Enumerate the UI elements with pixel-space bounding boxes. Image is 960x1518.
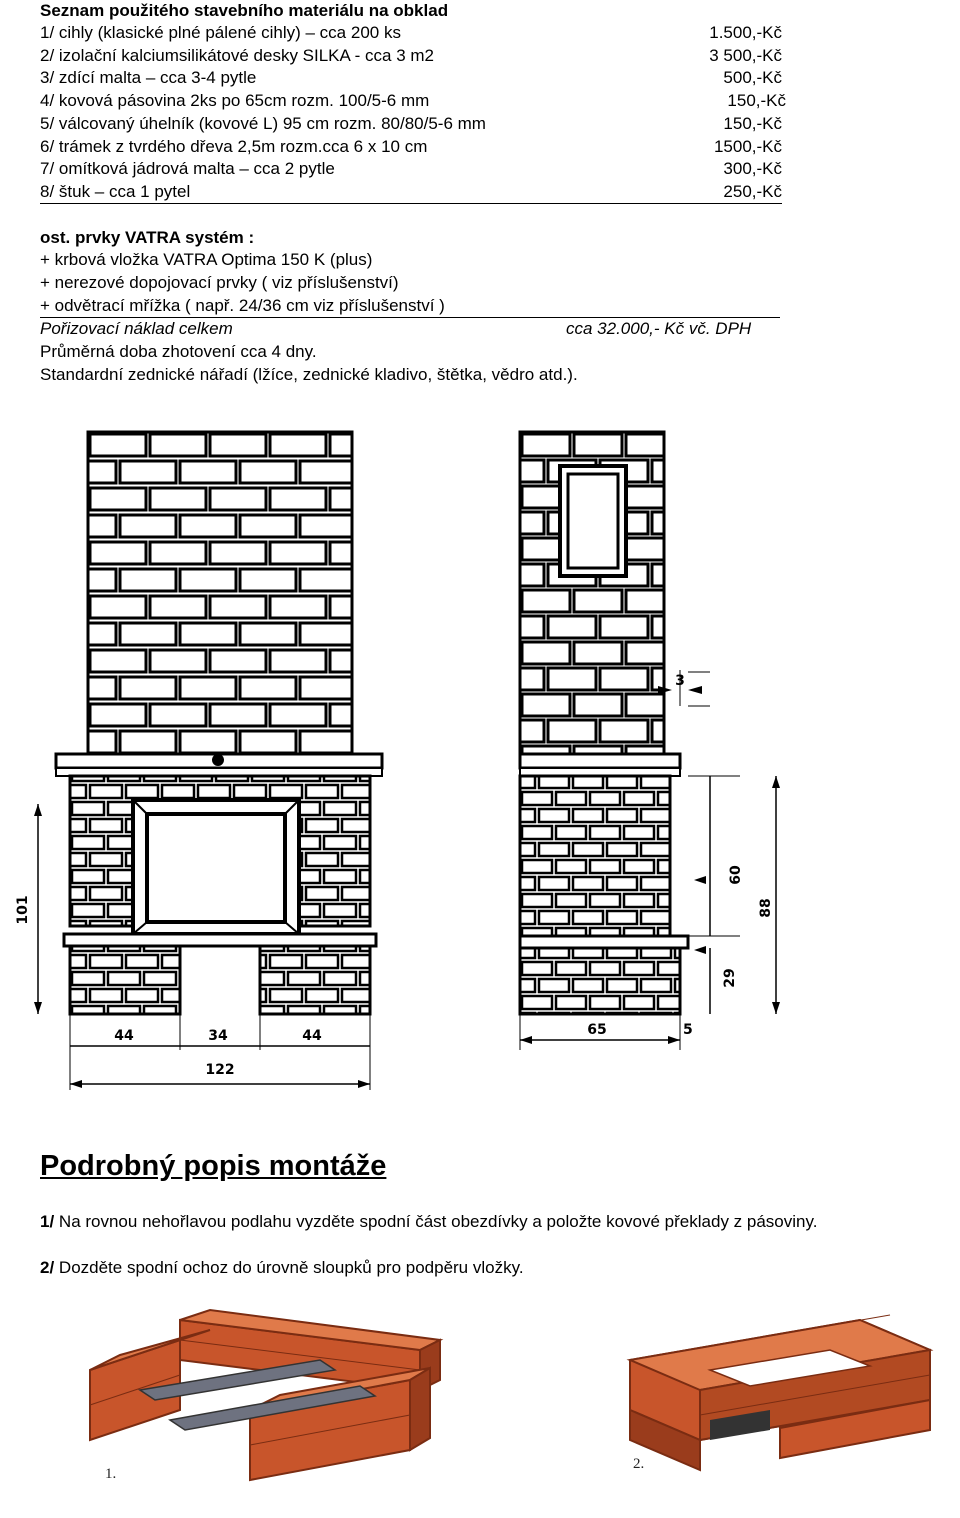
material-row bbox=[40, 158, 782, 180]
side-lower bbox=[520, 776, 670, 936]
material-label: 7/ omítková jádrová malta – cca 2 pytle bbox=[40, 159, 335, 178]
dim-total: 122 bbox=[205, 1062, 235, 1078]
material-price: 150,-Kč bbox=[723, 114, 782, 133]
material-label: 3/ zdící malta – cca 3-4 pytle bbox=[40, 68, 257, 87]
material-price: 3 500,-Kč bbox=[709, 46, 782, 65]
material-row bbox=[40, 90, 786, 112]
material-label: 5/ válcovaný úhelník (kovové L) 95 cm rozm. 80/80/5-6 mm bbox=[40, 114, 486, 133]
dim-full: 88 bbox=[758, 898, 774, 918]
dim-bottom: 29 bbox=[722, 968, 738, 988]
duration-text: Průměrná doba zhotovení cca 4 dny. bbox=[40, 342, 317, 361]
tools-text: Standardní zednické nářadí (lžíce, zednické kladivo, štětka, vědro atd.). bbox=[40, 365, 578, 384]
right-leg bbox=[260, 946, 370, 1014]
front-elevation-drawing bbox=[0, 410, 400, 1100]
other-item: + nerezové dopojovací prvky ( viz příslušenství) bbox=[40, 273, 399, 292]
assembly-heading: Podrobný popis montáže bbox=[40, 1150, 387, 1182]
total-value: cca 32.000,- Kč vč. DPH bbox=[566, 319, 752, 338]
material-label: 8/ štuk – cca 1 pytel bbox=[40, 182, 191, 201]
material-label: 1/ cihly (klasické plné pálené cihly) – cca 200 ks bbox=[40, 23, 401, 42]
material-row bbox=[40, 45, 782, 67]
material-row bbox=[40, 22, 782, 44]
material-row bbox=[40, 136, 782, 158]
material-row bbox=[40, 181, 782, 204]
step-number: 1/ bbox=[40, 1212, 55, 1231]
material-price: 300,-Kč bbox=[723, 159, 782, 178]
material-label: 6/ trámek z tvrdého dřeva 2,5m rozm.cca 6 x 10 cm bbox=[40, 137, 428, 156]
dim-right: 44 bbox=[302, 1028, 322, 1044]
dim-left: 44 bbox=[114, 1028, 134, 1044]
step-text: Na rovnou nehořlavou podlahu vyzděte spodní část obezdívky a položte kovové překlady z pásoviny. bbox=[54, 1212, 818, 1231]
materials-title: Seznam použitého stavebního materiálu na obklad bbox=[40, 1, 449, 20]
assembly-step bbox=[40, 1257, 524, 1279]
material-price: 150,-Kč bbox=[727, 91, 786, 110]
material-row bbox=[40, 113, 782, 135]
assembly-step bbox=[40, 1211, 817, 1233]
dim-top: 3 bbox=[675, 673, 685, 689]
caption-2: 2. bbox=[633, 1456, 645, 1472]
material-row bbox=[40, 67, 782, 89]
dim-back: 5 bbox=[683, 1022, 693, 1038]
caption-1: 1. bbox=[105, 1466, 117, 1482]
dim-mid: 60 bbox=[728, 865, 744, 885]
assembly-illustration-2 bbox=[600, 1300, 950, 1490]
chimney-bricks bbox=[88, 432, 352, 754]
left-leg bbox=[70, 946, 180, 1014]
dim-height: 101 bbox=[15, 895, 31, 925]
material-price: 500,-Kč bbox=[723, 68, 782, 87]
dim-middle: 34 bbox=[208, 1028, 228, 1044]
dim-depth: 65 bbox=[587, 1022, 607, 1038]
total-label: Pořizovací náklad celkem bbox=[40, 319, 233, 338]
other-title: ost. prvky VATRA systém : bbox=[40, 228, 255, 247]
step-number: 2/ bbox=[40, 1258, 55, 1277]
material-label: 2/ izolační kalciumsilikátové desky SILKA - cca 3 m2 bbox=[40, 46, 434, 65]
other-item: + krbová vložka VATRA Optima 150 K (plus) bbox=[40, 250, 373, 269]
material-price: 1500,-Kč bbox=[713, 137, 782, 156]
step-text: Dozděte spodní ochoz do úrovně sloupků pro podpěru vložky. bbox=[54, 1258, 524, 1277]
material-price: 250,-Kč bbox=[723, 182, 782, 201]
side-elevation-drawing bbox=[480, 410, 800, 1050]
assembly-illustration-1 bbox=[80, 1300, 440, 1500]
material-label: 4/ kovová pásovina 2ks po 65cm rozm. 100/5-6 mm bbox=[40, 91, 430, 110]
other-item: + odvětrací mřížka ( např. 24/36 cm viz příslušenství ) bbox=[40, 295, 780, 318]
material-price: 1.500,-Kč bbox=[709, 23, 782, 42]
